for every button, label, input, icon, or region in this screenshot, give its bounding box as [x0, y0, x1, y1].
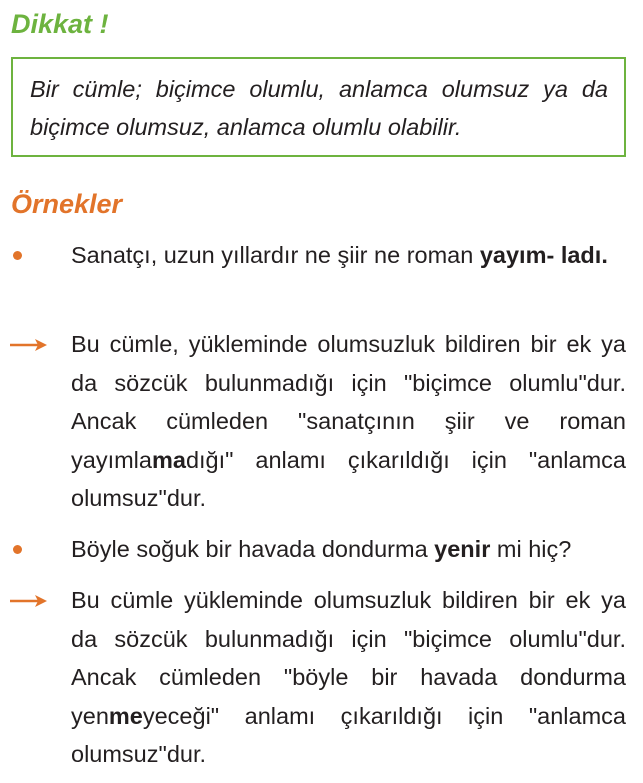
dikkat-heading: Dikkat ! — [11, 9, 109, 39]
right-arrow-icon — [0, 325, 60, 365]
bullet-icon — [0, 236, 60, 276]
example-2-explanation-bold: me — [108, 702, 143, 729]
example-2-sentence-after: mi hiç? — [490, 536, 572, 562]
right-arrow-icon — [0, 581, 60, 621]
dikkat-note-text: Bir cümle; biçimce olumlu, anlamca olumsuz ya da biçimce olumsuz, anlamca olumlu olabilir. — [30, 76, 608, 140]
bullet-icon — [0, 530, 60, 570]
example-1-explanation-plain: Bu cümle, yükleminde olumsuzluk bildiren bir ek ya da sözcük bulunmadığı için "biçimce olumlu"dur. Ancak cümleden "sanatçının şiir ve roman yayımla — [71, 331, 626, 473]
example-1-sentence-plain: Sanatçı, uzun yıllardır ne şiir ne roman — [71, 242, 480, 268]
bullet-dot-icon — [13, 545, 22, 554]
example-1-explanation-after: dığı" anlamı çıkarıldığı için "anlamca olumsuz"dur. — [71, 446, 626, 511]
example-2-explanation-plain: Bu cümle yükleminde olumsuzluk bildiren bir ek ya da sözcük bulunmadığı için "biçimce olumlu"dur. Ancak cümleden "böyle bir havada dondurma yen — [71, 587, 626, 729]
dikkat-note-box — [11, 57, 626, 157]
example-2-explanation-after: yeceği" anlamı çıkarıldığı için "anlamca olumsuz"dur. — [71, 702, 626, 767]
ornekler-heading: Örnekler — [11, 189, 123, 219]
example-1-sentence-bold: yayım- ladı. — [479, 242, 608, 268]
example-1-explanation-text — [71, 325, 626, 518]
bullet-dot-icon — [13, 251, 22, 260]
arrow-svg — [9, 337, 49, 353]
arrow-svg — [9, 593, 49, 609]
example-2-explanation-text — [71, 581, 626, 774]
example-1-explanation-bold: ma — [151, 446, 186, 473]
example-1-sentence-text — [71, 236, 626, 275]
example-2-sentence-plain: Böyle soğuk bir havada dondurma — [71, 536, 435, 562]
example-2-sentence-bold: yenir — [434, 536, 491, 562]
example-2-sentence-text — [71, 530, 626, 569]
